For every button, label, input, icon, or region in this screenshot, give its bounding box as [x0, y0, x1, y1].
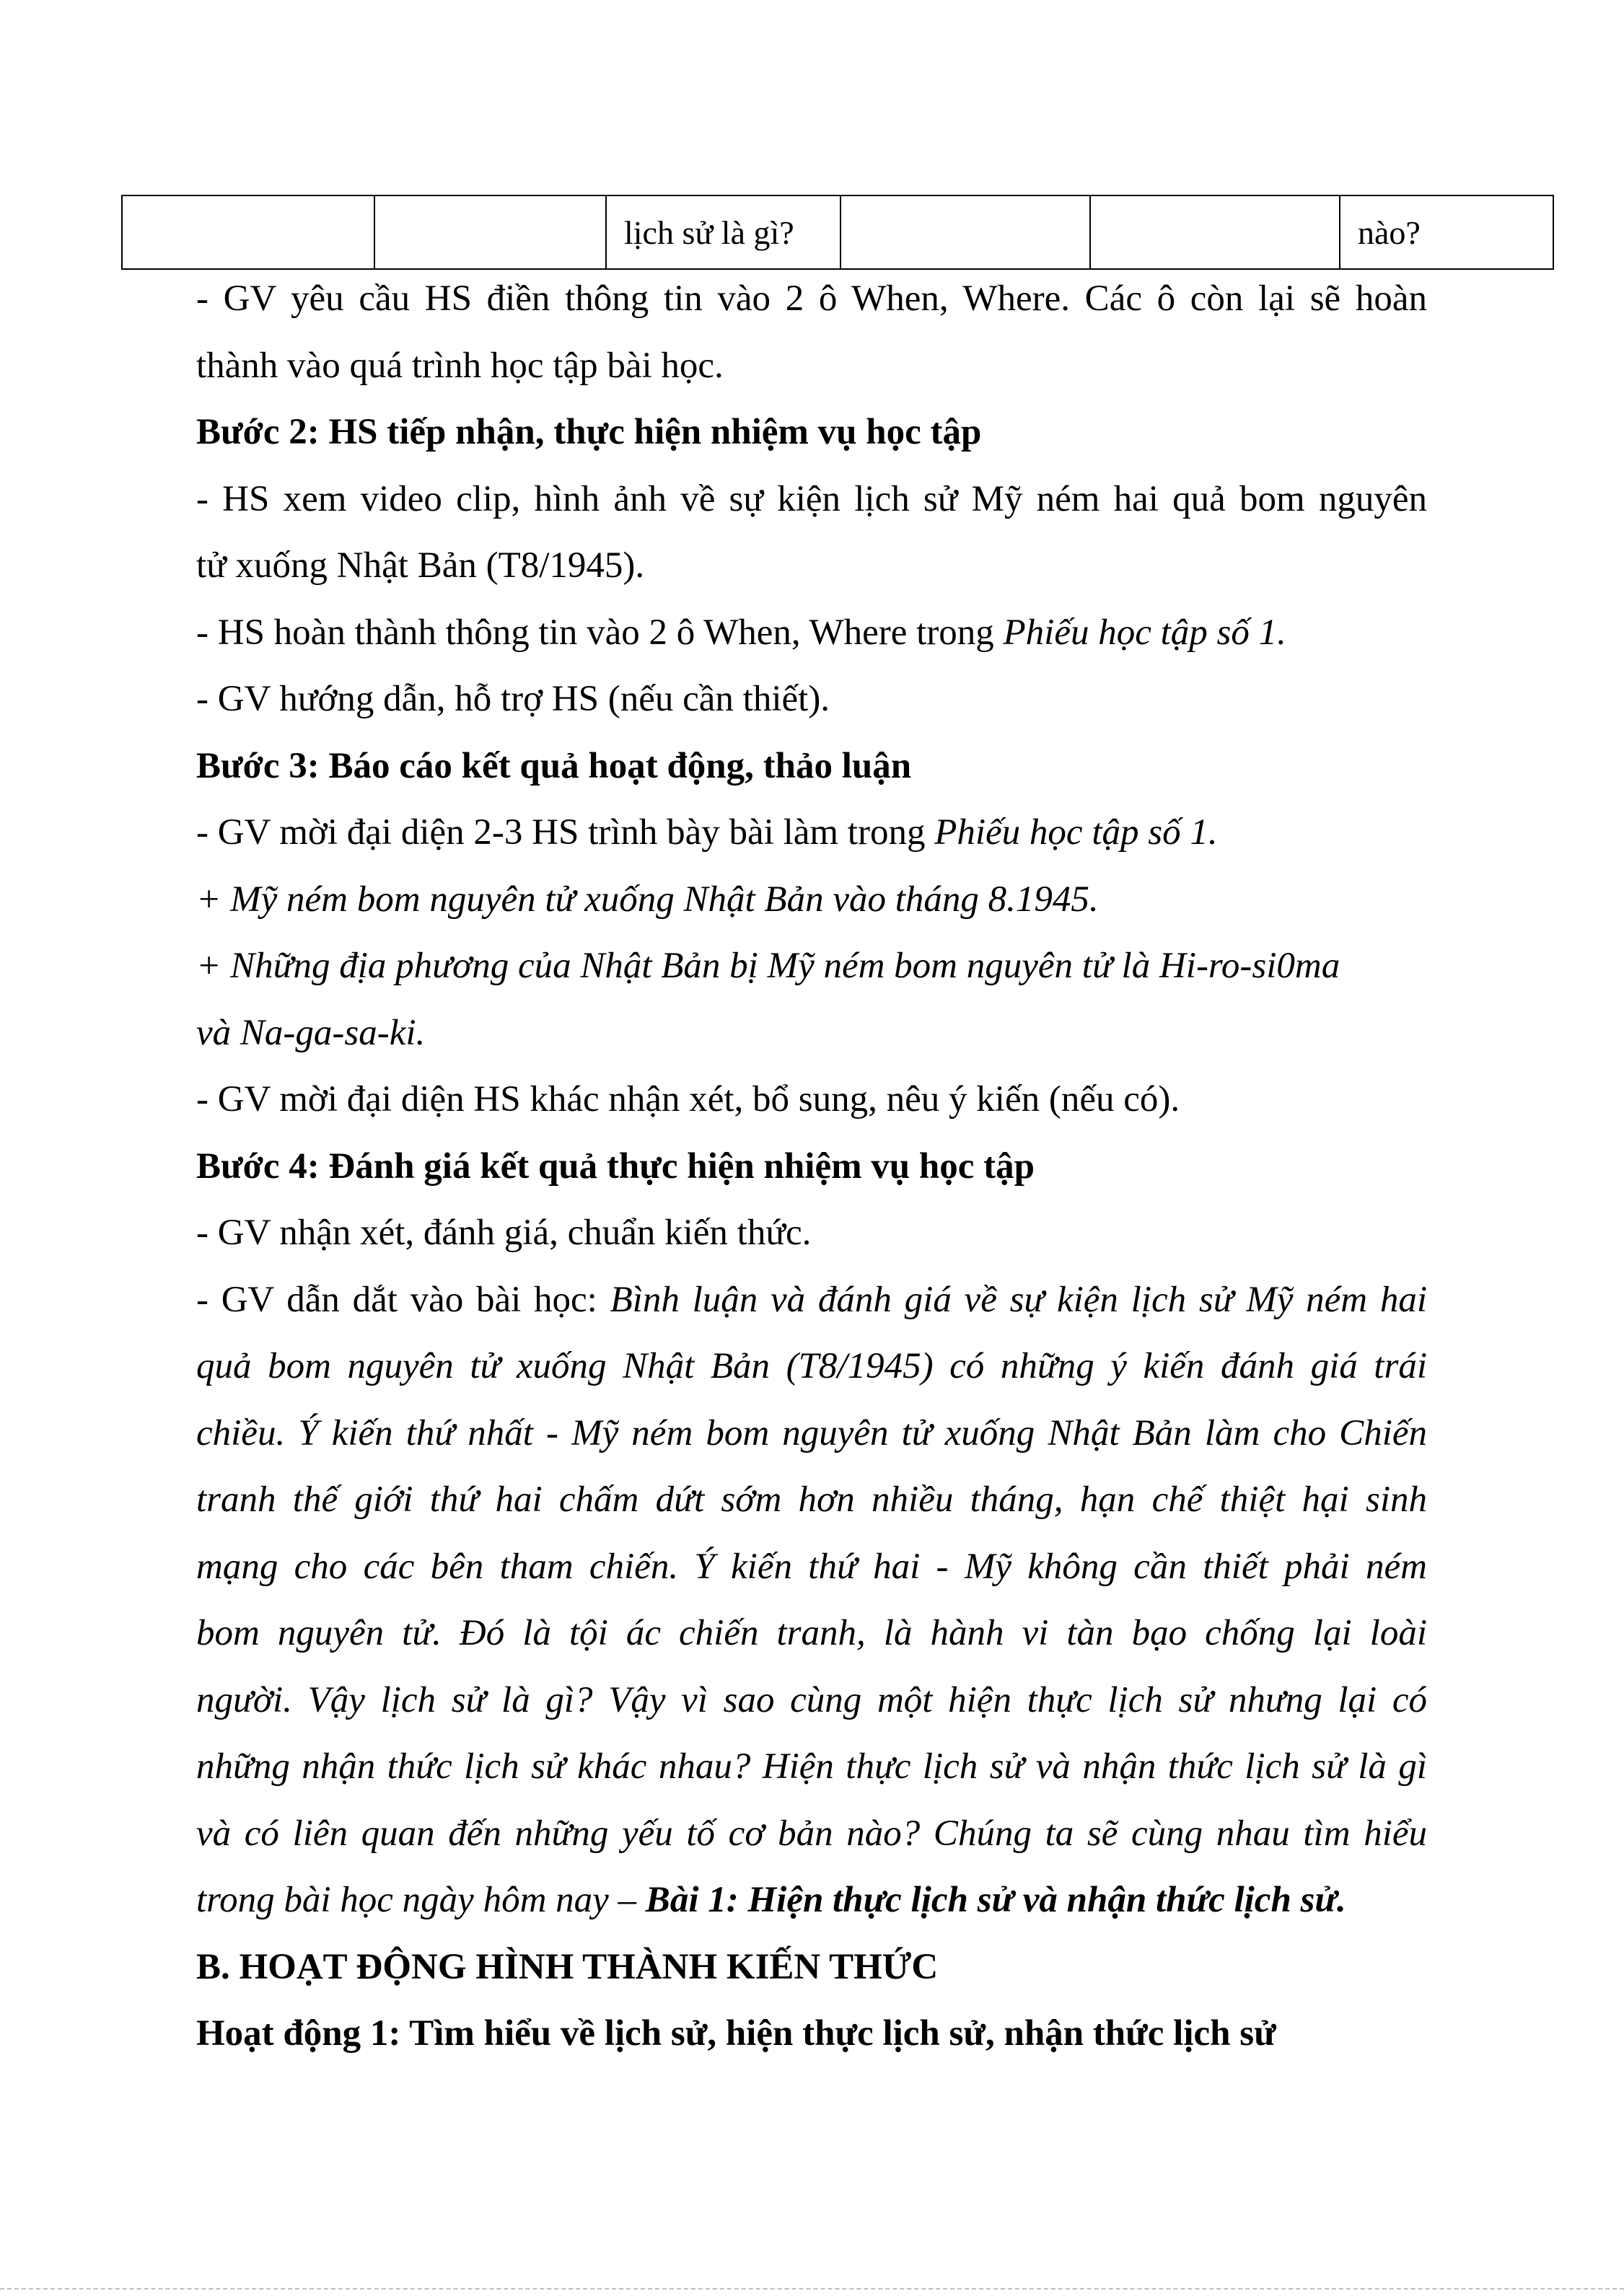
intro-line: quả bom nguyên tử xuống Nhật Bản (T8/1945) có những ý kiến đánh giá trái [196, 1346, 1427, 1386]
worksheet-reference: Phiếu học tập số 1. [934, 812, 1218, 853]
paragraph-line: thành vào quá trình học tập bài học. [196, 345, 724, 386]
intro-line: người. Vậy lịch sử là gì? Vậy vì sao cùng một hiện thực lịch sử nhưng lại có [196, 1679, 1427, 1720]
paragraph-line: - HS xem video clip, hình ảnh về sự kiện lịch sử Mỹ ném hai quả bom nguyên [196, 478, 1427, 519]
intro-line [196, 1867, 1427, 1934]
worksheet-table-fragment [121, 195, 1554, 270]
table-cell [1090, 195, 1340, 269]
paragraph-text: - HS hoàn thành thông tin vào 2 ô When, Where trong [196, 612, 1004, 653]
table-cell [840, 195, 1090, 269]
paragraph-line [196, 1267, 1427, 1334]
worksheet-reference: Phiếu học tập số 1. [1003, 612, 1286, 653]
paragraph-line [196, 799, 1427, 866]
page-bottom-divider [0, 2288, 1624, 2290]
paragraph-text: - GV mời đại diện 2-3 HS trình bày bài làm trong [196, 812, 935, 853]
paragraph-line: tử xuống Nhật Bản (T8/1945). [196, 545, 645, 586]
table-row [122, 195, 1553, 269]
paragraph-line: - GV yêu cầu HS điền thông tin vào 2 ô When, Where. Các ô còn lại sẽ hoàn [196, 278, 1427, 319]
intro-line: tranh thế giới thứ hai chấm dứt sớm hơn nhiều tháng, hạn chế thiệt hại sinh [196, 1479, 1427, 1520]
section-heading: B. HOẠT ĐỘNG HÌNH THÀNH KIẾN THỨC [196, 1946, 939, 1987]
table-cell [122, 195, 374, 269]
step-heading: Bước 2: HS tiếp nhận, thực hiện nhiệm vụ học tập [196, 412, 982, 452]
intro-text: Bình luận và đánh giá về sự kiện lịch sử Mỹ ném hai [610, 1279, 1427, 1320]
lesson-title: Bài 1: Hiện thực lịch sử và nhận thức lịch sử. [645, 1880, 1346, 1920]
paragraph-line: - GV mời đại diện HS khác nhận xét, bổ sung, nêu ý kiến (nếu có). [196, 1079, 1180, 1120]
step-heading: Bước 3: Báo cáo kết quả hoạt động, thảo luận [196, 745, 912, 786]
paragraph-line [196, 599, 1427, 667]
answer-line: + Những địa phương của Nhật Bản bị Mỹ ném bom nguyên tử là Hi-ro-si0ma [196, 946, 1340, 986]
intro-text: trong bài học ngày hôm nay – [196, 1880, 646, 1920]
intro-line: những nhận thức lịch sử khác nhau? Hiện thực lịch sử và nhận thức lịch sử là gì [196, 1746, 1427, 1787]
step-heading: Bước 4: Đánh giá kết quả thực hiện nhiệm vụ học tập [196, 1145, 1035, 1187]
paragraph-text: - GV dẫn dắt vào bài học: [196, 1279, 610, 1320]
answer-line: và Na-ga-sa-ki. [196, 1012, 426, 1053]
paragraph-line: - GV nhận xét, đánh giá, chuẩn kiến thức. [196, 1213, 812, 1253]
intro-line: và có liên quan đến những yếu tố cơ bản nào? Chúng ta sẽ cùng nhau tìm hiểu [196, 1813, 1427, 1854]
document-body [196, 265, 1427, 2067]
paragraph-line: - GV hướng dẫn, hỗ trợ HS (nếu cần thiết). [196, 679, 830, 719]
intro-line: bom nguyên tử. Đó là tội ác chiến tranh, là hành vi tàn bạo chống lại loài [196, 1613, 1427, 1653]
table-cell [374, 195, 606, 269]
activity-heading: Hoạt động 1: Tìm hiểu về lịch sử, hiện thực lịch sử, nhận thức lịch sử [196, 2013, 1276, 2054]
table-cell: nào? [1340, 195, 1553, 269]
intro-line: mạng cho các bên tham chiến. Ý kiến thứ hai - Mỹ không cần thiết phải ném [196, 1546, 1427, 1587]
answer-line: + Mỹ ném bom nguyên tử xuống Nhật Bản vào tháng 8.1945. [196, 879, 1099, 920]
intro-line: chiều. Ý kiến thứ nhất - Mỹ ném bom nguyên tử xuống Nhật Bản làm cho Chiến [196, 1412, 1427, 1453]
table-cell: lịch sử là gì? [606, 195, 840, 269]
